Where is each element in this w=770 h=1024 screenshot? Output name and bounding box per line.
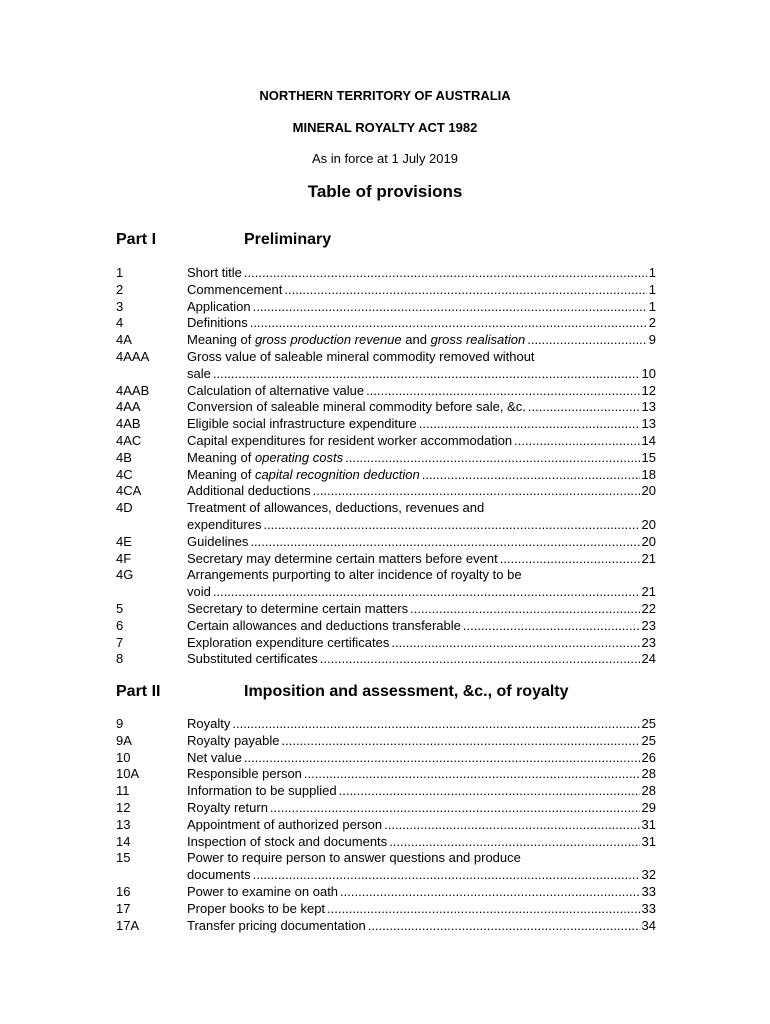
page-number: 24: [641, 651, 656, 667]
title-segment: Substituted certificates: [187, 651, 318, 667]
page-number: 1: [648, 281, 656, 297]
section-title: [187, 834, 387, 851]
dot-leader: [250, 315, 647, 332]
page-number: 25: [641, 732, 656, 748]
section-title: [187, 467, 420, 484]
title-segment: Net value: [187, 749, 242, 765]
part-label: Part I: [116, 231, 157, 248]
toc-entry[interactable]: [116, 918, 656, 935]
dot-leader: [500, 551, 640, 568]
page-number: 1: [648, 298, 656, 314]
section-number: 8: [116, 651, 124, 667]
section-number: 4F: [116, 550, 132, 566]
page-number: 23: [641, 634, 656, 650]
section-title: [187, 315, 248, 332]
section-title: [187, 733, 280, 750]
toc-title: Table of provisions: [307, 182, 463, 201]
toc-entry[interactable]: [116, 383, 656, 400]
toc-entry[interactable]: [116, 850, 656, 884]
toc-entry[interactable]: [116, 332, 656, 349]
toc-entry[interactable]: [116, 635, 656, 652]
dot-leader: [368, 918, 640, 935]
page-number: 2: [648, 315, 656, 331]
toc-entry[interactable]: [116, 399, 656, 416]
page-number: 20: [641, 483, 656, 499]
section-number: 4D: [116, 500, 133, 516]
title-segment: Royalty payable: [187, 732, 280, 748]
dot-leader: [528, 399, 640, 416]
part-title: Imposition and assessment, &c., of royalty: [244, 683, 569, 700]
toc-entry[interactable]: [116, 500, 656, 534]
section-title: [187, 800, 268, 817]
toc-entry[interactable]: [116, 315, 656, 332]
section-number: 11: [116, 783, 130, 799]
page-number: 33: [641, 883, 656, 899]
page-number: 29: [641, 799, 656, 815]
dot-leader: [270, 800, 640, 817]
section-title: [187, 918, 366, 935]
defined-term: capital recognition deduction: [254, 466, 420, 482]
toc-entry[interactable]: [116, 884, 656, 901]
title-segment: sale: [187, 365, 211, 381]
toc-entry[interactable]: [116, 800, 656, 817]
section-number: 14: [116, 833, 131, 849]
section-number: 4A: [116, 332, 132, 348]
section-title: [187, 366, 211, 383]
section-title: [187, 534, 248, 551]
dot-leader: [463, 618, 640, 635]
defined-term: gross production revenue: [254, 332, 402, 348]
dot-leader: [410, 601, 639, 618]
section-title: [187, 265, 242, 282]
section-title: [187, 517, 261, 534]
title-segment: Transfer pricing documentation: [187, 917, 366, 933]
title-segment: Responsible person: [187, 766, 302, 782]
part-title: Preliminary: [244, 231, 332, 248]
page-number: 12: [641, 382, 656, 398]
section-title: [187, 601, 408, 618]
dot-leader: [340, 884, 639, 901]
page-number: 34: [641, 917, 656, 933]
section-title: [187, 766, 302, 783]
section-title: [187, 299, 251, 316]
section-title: [187, 750, 242, 767]
dot-leader: [422, 467, 640, 484]
dot-leader: [327, 901, 640, 918]
toc-entry[interactable]: [116, 416, 656, 433]
dot-leader: [384, 817, 639, 834]
section-title: [187, 716, 230, 733]
defined-term: gross realisation: [430, 332, 526, 348]
title-segment: Proper books to be kept: [187, 900, 326, 916]
section-title: [187, 282, 282, 299]
section-title: [187, 867, 251, 884]
page-number: 31: [641, 816, 656, 832]
section-title: [187, 901, 325, 918]
page-number: 18: [641, 466, 656, 482]
section-number: 2: [116, 281, 124, 297]
section-title: [187, 783, 337, 800]
dot-leader: [304, 766, 640, 783]
page-number: 10: [641, 365, 656, 381]
dot-leader: [250, 534, 639, 551]
toc-entry[interactable]: [116, 783, 656, 800]
section-title: [187, 416, 417, 433]
act-title: MINERAL ROYALTY ACT 1982: [292, 120, 478, 135]
title-segment: Conversion of saleable mineral commodity before sale, &c.: [187, 399, 526, 415]
section-number: 4G: [116, 567, 134, 583]
section-title: [187, 332, 525, 349]
toc-entry[interactable]: [116, 601, 656, 618]
jurisdiction-heading: NORTHERN TERRITORY OF AUSTRALIA: [259, 88, 511, 103]
toc-entry[interactable]: [116, 651, 656, 668]
section-number: 7: [116, 634, 124, 650]
dot-leader: [339, 783, 640, 800]
dot-leader: [253, 867, 640, 884]
page-number: 26: [641, 749, 656, 765]
section-number: 4AB: [116, 416, 141, 432]
page-number: 9: [648, 332, 656, 348]
toc-entry[interactable]: [116, 483, 656, 500]
page-number: 20: [641, 533, 656, 549]
section-title-line: Arrangements purporting to alter incidence of royalty to be: [187, 567, 522, 583]
dot-leader: [391, 635, 639, 652]
title-segment: Capital expenditures for resident worker accommodation: [187, 432, 513, 448]
page-number: 25: [641, 716, 656, 731]
section-title: [187, 399, 526, 416]
dot-leader: [320, 651, 640, 668]
section-number: 10: [116, 749, 131, 765]
title-segment: Meaning of: [187, 449, 255, 465]
section-number: 6: [116, 617, 124, 633]
toc-entry[interactable]: [116, 817, 656, 834]
section-title: [187, 635, 389, 652]
section-number: 13: [116, 816, 131, 832]
dot-leader: [244, 750, 640, 767]
toc-entry[interactable]: [116, 282, 656, 299]
page-number: 14: [641, 432, 656, 448]
title-segment: Meaning of: [187, 466, 255, 482]
title-segment: documents: [187, 867, 251, 883]
section-number: 4B: [116, 449, 132, 465]
dot-leader: [213, 584, 640, 601]
in-force-date: As in force at 1 July 2019: [312, 151, 458, 166]
toc-entry[interactable]: [116, 901, 656, 918]
section-number: 4AAA: [116, 348, 150, 364]
title-segment: Calculation of alternative value: [187, 382, 365, 398]
section-title: [187, 450, 343, 467]
title-segment: Inspection of stock and documents: [187, 833, 388, 849]
section-number: 12: [116, 799, 131, 815]
part-label: Part II: [116, 683, 161, 700]
section-number: 9A: [116, 732, 132, 748]
page-number: 15: [641, 449, 656, 465]
section-number: 17: [116, 900, 131, 916]
dot-leader: [389, 834, 639, 851]
defined-term: operating costs: [254, 449, 344, 465]
title-segment: Royalty: [187, 716, 231, 731]
dot-leader: [313, 483, 640, 500]
dot-leader: [284, 282, 646, 299]
title-segment: and: [401, 332, 431, 348]
title-segment: Guidelines: [187, 533, 249, 549]
section-number: 15: [116, 850, 131, 866]
title-segment: void: [187, 584, 211, 600]
title-segment: Royalty return: [187, 799, 268, 815]
title-segment: Definitions: [187, 315, 248, 331]
dot-leader: [263, 517, 639, 534]
section-number: 4AC: [116, 432, 142, 448]
section-title: [187, 618, 461, 635]
section-number: 4CA: [116, 483, 142, 499]
toc-list-part-2: [116, 716, 656, 934]
section-number: 4AAB: [116, 382, 150, 398]
page-number: 28: [641, 783, 656, 799]
page-number: 28: [641, 766, 656, 782]
dot-leader: [527, 332, 647, 349]
section-title: [187, 551, 498, 568]
section-title: [187, 383, 364, 400]
dot-leader: [253, 299, 647, 316]
page-number: 22: [641, 600, 656, 616]
title-segment: Secretary to determine certain matters: [187, 600, 409, 616]
title-segment: Additional deductions: [187, 483, 311, 499]
title-segment: Meaning of: [187, 332, 255, 348]
page-number: 32: [641, 867, 656, 883]
page-number: 33: [641, 900, 656, 916]
section-number: 16: [116, 883, 131, 899]
toc-entry[interactable]: [116, 733, 656, 750]
section-title-line: Power to require person to answer questions and produce: [187, 850, 521, 866]
page-number: 13: [641, 416, 656, 432]
title-segment: Appointment of authorized person: [187, 816, 383, 832]
section-title-line: Treatment of allowances, deductions, revenues and: [187, 500, 485, 516]
title-segment: Eligible social infrastructure expenditure: [187, 416, 417, 432]
section-number: 3: [116, 298, 124, 314]
dot-leader: [419, 416, 640, 433]
title-segment: Short title: [187, 265, 242, 280]
section-number: 4: [116, 315, 124, 331]
title-segment: Information to be supplied: [187, 783, 337, 799]
page-number: 23: [641, 617, 656, 633]
toc-entry[interactable]: [116, 299, 656, 316]
title-segment: Power to examine on oath: [187, 883, 339, 899]
title-segment: Application: [187, 298, 251, 314]
section-title: [187, 584, 211, 601]
dot-leader: [213, 366, 640, 383]
toc-entry[interactable]: [116, 450, 656, 467]
toc-entry[interactable]: [116, 349, 656, 383]
toc-entry[interactable]: [116, 766, 656, 783]
toc-entry[interactable]: [116, 567, 656, 601]
page-number: 31: [641, 833, 656, 849]
toc-entry[interactable]: [116, 834, 656, 851]
section-number: 10A: [116, 766, 140, 782]
section-title: [187, 433, 512, 450]
page-number: 1: [648, 265, 656, 280]
page-number: 21: [641, 584, 656, 600]
toc-entry[interactable]: [116, 618, 656, 635]
section-title-line: Gross value of saleable mineral commodity removed without: [187, 348, 535, 364]
toc-entry[interactable]: [116, 467, 656, 484]
section-number: 17A: [116, 917, 140, 933]
dot-leader: [514, 433, 639, 450]
dot-leader: [345, 450, 639, 467]
section-number: 1: [116, 265, 124, 280]
section-title: [187, 651, 318, 668]
section-number: 9: [116, 716, 124, 731]
toc-entry[interactable]: [116, 716, 656, 733]
page-number: 21: [641, 550, 656, 566]
dot-leader: [366, 383, 639, 400]
section-number: 5: [116, 600, 124, 616]
section-number: 4C: [116, 466, 133, 482]
toc-entry[interactable]: [116, 265, 656, 282]
page-number: 13: [641, 399, 656, 415]
section-title: [187, 483, 311, 500]
title-segment: Certain allowances and deductions transferable: [187, 617, 461, 633]
dot-leader: [232, 716, 639, 733]
section-number: 4E: [116, 533, 132, 549]
section-number: 4AA: [116, 399, 141, 415]
title-segment: Secretary may determine certain matters before event: [187, 550, 498, 566]
page-number: 20: [641, 516, 656, 532]
title-segment: expenditures: [187, 516, 262, 532]
title-segment: Commencement: [187, 281, 283, 297]
toc-entry[interactable]: [116, 433, 656, 450]
section-title: [187, 884, 338, 901]
toc-entry[interactable]: [116, 551, 656, 568]
title-segment: Exploration expenditure certificates: [187, 634, 390, 650]
toc-entry[interactable]: [116, 534, 656, 551]
toc-list-part-1: [116, 265, 656, 668]
section-title: [187, 817, 382, 834]
dot-leader: [282, 733, 640, 750]
toc-entry[interactable]: [116, 750, 656, 767]
dot-leader: [244, 265, 647, 282]
